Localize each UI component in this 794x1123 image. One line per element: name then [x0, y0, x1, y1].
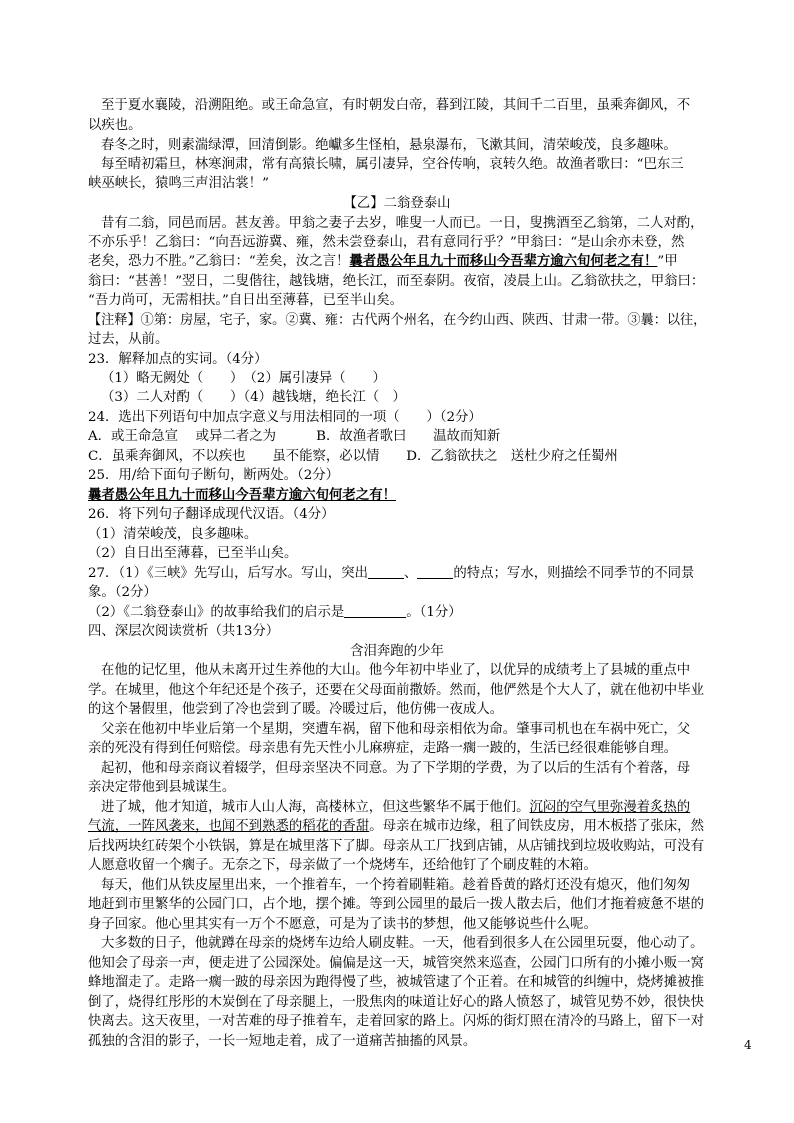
article-line: 孤独的含泪的影子，一长一短地走着，成了一道痛苦抽搐的风景。 — [88, 1034, 477, 1049]
answer-blank[interactable] — [417, 564, 453, 579]
question-25: 25．用/给下面句子断句，断两处。（2分） — [88, 468, 340, 483]
text-span: 。母亲在城市边缘，租了间铁皮房，用木板搭了张床，然 — [369, 819, 704, 834]
text-span: 。（1分） — [406, 605, 462, 620]
article-line: 亲的死没有得到任何赔偿。母亲患有先天性小儿麻痹症，走路一瘸一跛的，生活已经很难能够自理。 — [88, 741, 678, 756]
article-line: 他知会了母亲一声，便走进了公园深处。偏偏是这一天，城管突然来巡查，公园门口所有的小摊小贩一窝 — [88, 956, 704, 971]
annotation-line: 过去，从前。 — [88, 332, 169, 347]
text-line: 至于夏水襄陵，沿溯阻绝。或王命急宣，有时朝发白帝，暮到江陵，其间千二百里，虽乘奔御风，不 — [101, 98, 691, 113]
question-26-item: （1）清荣峻茂，良多趣味。 — [88, 527, 258, 542]
text-line: 翁曰：“甚善！”翌日，二叟偕往，越钱塘，绝长江，而至泰阴。夜宿，凌晨上山。乙翁欲扶之，甲翁曰： — [88, 274, 705, 289]
text-line: 昔有二翁，同邑而居。甚友善。甲翁之妻子去岁，唯叟一人而已。一日，叟携酒至乙翁第，二人对酌， — [101, 216, 704, 231]
article-line: 的这个暑假里，他尝到了冷也尝到了暖。冷暖过后，他仿佛一夜成人。 — [88, 702, 504, 717]
question-23: 23．解释加点的实词。（4分） — [88, 352, 268, 367]
underlined-sentence: 曩者愚公年且九十而移山今吾辈方逾六旬何老之有！ — [349, 253, 658, 269]
article-line — [101, 798, 690, 818]
question-23-row: （1）略无阙处（ ） （2）属引凄异（ ） — [101, 371, 386, 386]
underlined-sentence: 气流，一阵风袭来，也闻不到熟悉的稻花的香甜 — [88, 819, 370, 834]
article-line: 地赶到市里繁华的公园门口，占个地，摆个摊。等到公园里的最后一拨人散去后，他们才拖着疲惫不堪的 — [88, 897, 704, 912]
annotation-line: 【注释】①第：房屋，宅子，家。②冀、雍：古代两个州名，在今约山西、陕西、甘肃一带。③曩：以往， — [88, 313, 707, 328]
page-number: 4 — [744, 1038, 752, 1052]
text-line: 不亦乐乎！乙翁曰：“向吾远游冀、雍，然未尝登泰山，君有意同行乎？”甲翁曰：“是山余亦未登，然 — [88, 235, 685, 250]
question-25-sentence: 曩者愚公年且九十而移山今吾辈方逾六旬何老之有！ — [88, 487, 396, 503]
question-27-2 — [88, 603, 462, 623]
text-line — [88, 252, 678, 272]
article-title: 含泪奔跑的少年 — [350, 644, 444, 659]
question-24: 24．选出下列语句中加点字意义与用法相同的一项（ ）（2分） — [88, 410, 482, 425]
article-line: 后找两块红砖架个小铁锅，算是在城里落下了脚。母亲从工厂找到店铺，从店铺找到垃圾收购站，可没有 — [88, 839, 704, 854]
question-26: 26．将下列句子翻译成现代汉语。（4分） — [88, 507, 335, 522]
text-span: 的特点；写水，则描绘不同季节的不同景 — [453, 566, 695, 581]
article-line: 每天，他们从铁皮屋里出来，一个推着车，一个挎着刷鞋箱。趁着昏黄的路灯还没有熄灭，他们匆匆 — [101, 878, 691, 893]
question-27 — [88, 564, 694, 584]
text-line: 以疾也。 — [88, 118, 142, 133]
question-26-item: （2）自日出至薄暮，已至半山矣。 — [88, 546, 298, 561]
text-line: 春冬之时，则素湍绿潭，回清倒影。绝巘多生怪柏，悬泉瀑布，飞漱其间，清荣峻茂，良多趣味。 — [101, 138, 677, 153]
article-line: 父亲在他初中毕业后第一个星期，突遭车祸，留下他和母亲相依为命。肇事司机也在车祸中死亡，父 — [101, 722, 691, 737]
answer-blank[interactable] — [368, 564, 404, 579]
text-span: 老矣，恐力不胜。”乙翁曰：“差矣，汝之言！ — [88, 254, 350, 269]
article-line: 身子回家。他心里其实有一万个不愿意，可是为了读书的梦想，他又能够说些什么呢。 — [88, 917, 597, 932]
text-span: （2）《二翁登泰山》的故事给我们的启示是 — [88, 605, 345, 620]
article-line: 在他的记忆里，他从未离开过生养他的大山。他今年初中毕业了，以优异的成绩考上了县城的重点中 — [101, 663, 691, 678]
text-line: 峡巫峡长，猿鸣三声泪沾裳！” — [88, 176, 269, 191]
passage-b-title: 【乙】二翁登泰山 — [343, 196, 451, 211]
text-span: 、 — [403, 566, 418, 581]
article-line: 人愿意收留一个瘸子。无奈之下，母亲做了一个烧烤车，还给他钉了个刷皮鞋的木箱。 — [88, 858, 597, 873]
article-line: 倒了，烧得红彤彤的木炭倒在了母亲腿上，一股焦肉的味道让好心的路人愤怒了，城管见势不妙，很快快 — [88, 995, 704, 1010]
text-line: “吾力尚可，无需相扶。”自日出至薄暮，已至半山矣。 — [88, 293, 403, 308]
text-line: 每至晴初霜旦，林寒涧肃，常有高猿长啸，属引凄异，空谷传响，哀转久绝。故渔者歌曰：“巴东三 — [101, 157, 684, 172]
question-24-options: C．虽乘奔御风，不以疾也 虽不能察，必以情 D．乙翁欲扶之 送杜少府之任蜀州 — [88, 449, 618, 464]
answer-blank[interactable] — [344, 603, 406, 618]
article-line: 亲决定带他到县城谋生。 — [88, 780, 236, 795]
section-heading: 四、深层次阅读赏析（共13分） — [88, 624, 280, 639]
underlined-sentence: 沉闷的空气里弥漫着炙热的 — [529, 800, 691, 815]
question-23-row: （3）二人对酌（ ）（4）越钱塘，绝长江（ ） — [101, 390, 406, 405]
text-span: 进了城，他才知道，城市人山人海，高楼林立，但这些繁华不属于他们。 — [101, 800, 530, 815]
article-line: 学。在城里，他这个年纪还是个孩子，还要在父母面前撒娇。然而，他俨然是个大人了，就在他初中毕业 — [88, 683, 704, 698]
text-span: 27．（1）《三峡》先写山，后写水。写山，突出 — [88, 566, 368, 581]
article-line — [88, 817, 704, 837]
article-line: 蜂地溜走了。走路一瘸一跛的母亲因为跑得慢了些，被城管逮了个正着。在和城管的纠缠中，烧烤摊被推 — [88, 975, 704, 990]
question-27-cont: 象。（2分） — [88, 585, 157, 600]
article-line: 大多数的日子，他就蹲在母亲的烧烤车边给人刷皮鞋。一天，他看到很多人在公园里玩耍，他心动了。 — [101, 936, 704, 951]
article-line: 快离去。这天夜里，一对苦难的母子推着车，走着回家的路上。闪烁的街灯照在清冷的马路上，留下一对 — [88, 1014, 704, 1029]
text-span: ”甲 — [657, 254, 678, 269]
article-line: 起初，他和母亲商议着辍学，但母亲坚决不同意。为了下学期的学费，为了以后的生活有个着落，母 — [101, 761, 691, 776]
question-24-options: A．或王命急宣 或异二者之为 B．故渔者歌曰 温故而知新 — [88, 429, 501, 444]
